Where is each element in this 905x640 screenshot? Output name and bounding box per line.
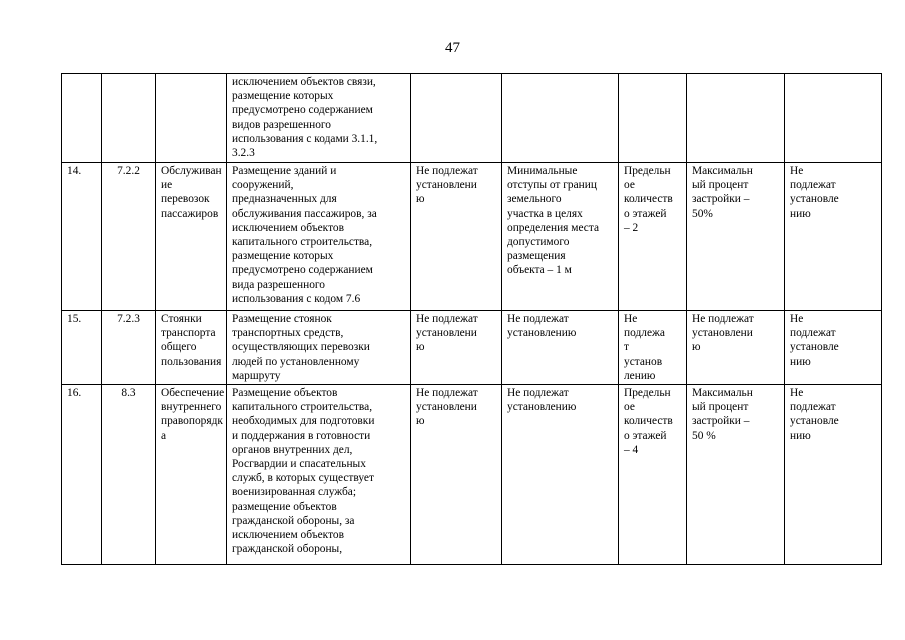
- land-use-table: [61, 73, 882, 565]
- code-cell: 7.2.2: [102, 163, 156, 311]
- other-cell: Не подлежат установле нию: [785, 385, 882, 565]
- coverage-cell: Не подлежат установлени ю: [687, 311, 785, 385]
- floors-cell: Не подлежа т установ лению: [619, 311, 687, 385]
- use-name-cell: Обеспечение внутреннего правопорядк а: [156, 385, 227, 565]
- setback-cell: Минимальные отступы от границ земельного участка в целях определения места допустимого размещения объекта – 1 м: [502, 163, 619, 311]
- min-area-cell: Не подлежат установлени ю: [411, 163, 502, 311]
- use-name-cell: Обслуживан ие перевозок пассажиров: [156, 163, 227, 311]
- description-cell: Размещение стоянок транспортных средств, осуществляющих перевозки людей по установленному маршруту: [227, 311, 411, 385]
- code-cell: 7.2.3: [102, 311, 156, 385]
- row-number-cell: 16.: [62, 385, 102, 565]
- coverage-cell: Максимальн ый процент застройки – 50 %: [687, 385, 785, 565]
- description-cell: Размещение объектов капитального строительства, необходимых для подготовки и поддержания в готовности органов внутренних дел, Росгвардии и спасательных служб, в которых существует военизированная служба; размещение объектов гражданской обороны, за исключением объектов гражданской обороны,: [227, 385, 411, 565]
- description-cell: исключением объектов связи, размещение которых предусмотрено содержанием видов разрешенного использования с кодами 3.1.1, 3.2.3: [227, 74, 411, 163]
- description-cell: Размещение зданий и сооружений, предназначенных для обслуживания пассажиров, за исключением объектов капитального строительства, размещение которых предусмотрено содержанием вида разрешенного использования с кодом 7.6: [227, 163, 411, 311]
- coverage-cell: Максимальн ый процент застройки – 50%: [687, 163, 785, 311]
- use-name-cell: Стоянки транспорта общего пользования: [156, 311, 227, 385]
- min-area-cell: Не подлежат установлени ю: [411, 385, 502, 565]
- floors-cell: Предельн ое количеств о этажей – 2: [619, 163, 687, 311]
- code-cell: [102, 74, 156, 163]
- row-number-cell: [62, 74, 102, 163]
- other-cell: Не подлежат установле нию: [785, 163, 882, 311]
- floors-cell: [619, 74, 687, 163]
- coverage-cell: [687, 74, 785, 163]
- min-area-cell: [411, 74, 502, 163]
- setback-cell: Не подлежат установлению: [502, 311, 619, 385]
- row-number-cell: 14.: [62, 163, 102, 311]
- use-name-cell: [156, 74, 227, 163]
- row-number-cell: 15.: [62, 311, 102, 385]
- other-cell: Не подлежат установле нию: [785, 311, 882, 385]
- table-row: [62, 74, 882, 163]
- setback-cell: [502, 74, 619, 163]
- code-cell: 8.3: [102, 385, 156, 565]
- floors-cell: Предельн ое количеств о этажей – 4: [619, 385, 687, 565]
- table-row: [62, 163, 882, 311]
- setback-cell: Не подлежат установлению: [502, 385, 619, 565]
- page-number: 47: [445, 40, 460, 56]
- table-row: [62, 385, 882, 565]
- other-cell: [785, 74, 882, 163]
- min-area-cell: Не подлежат установлени ю: [411, 311, 502, 385]
- table-row: [62, 311, 882, 385]
